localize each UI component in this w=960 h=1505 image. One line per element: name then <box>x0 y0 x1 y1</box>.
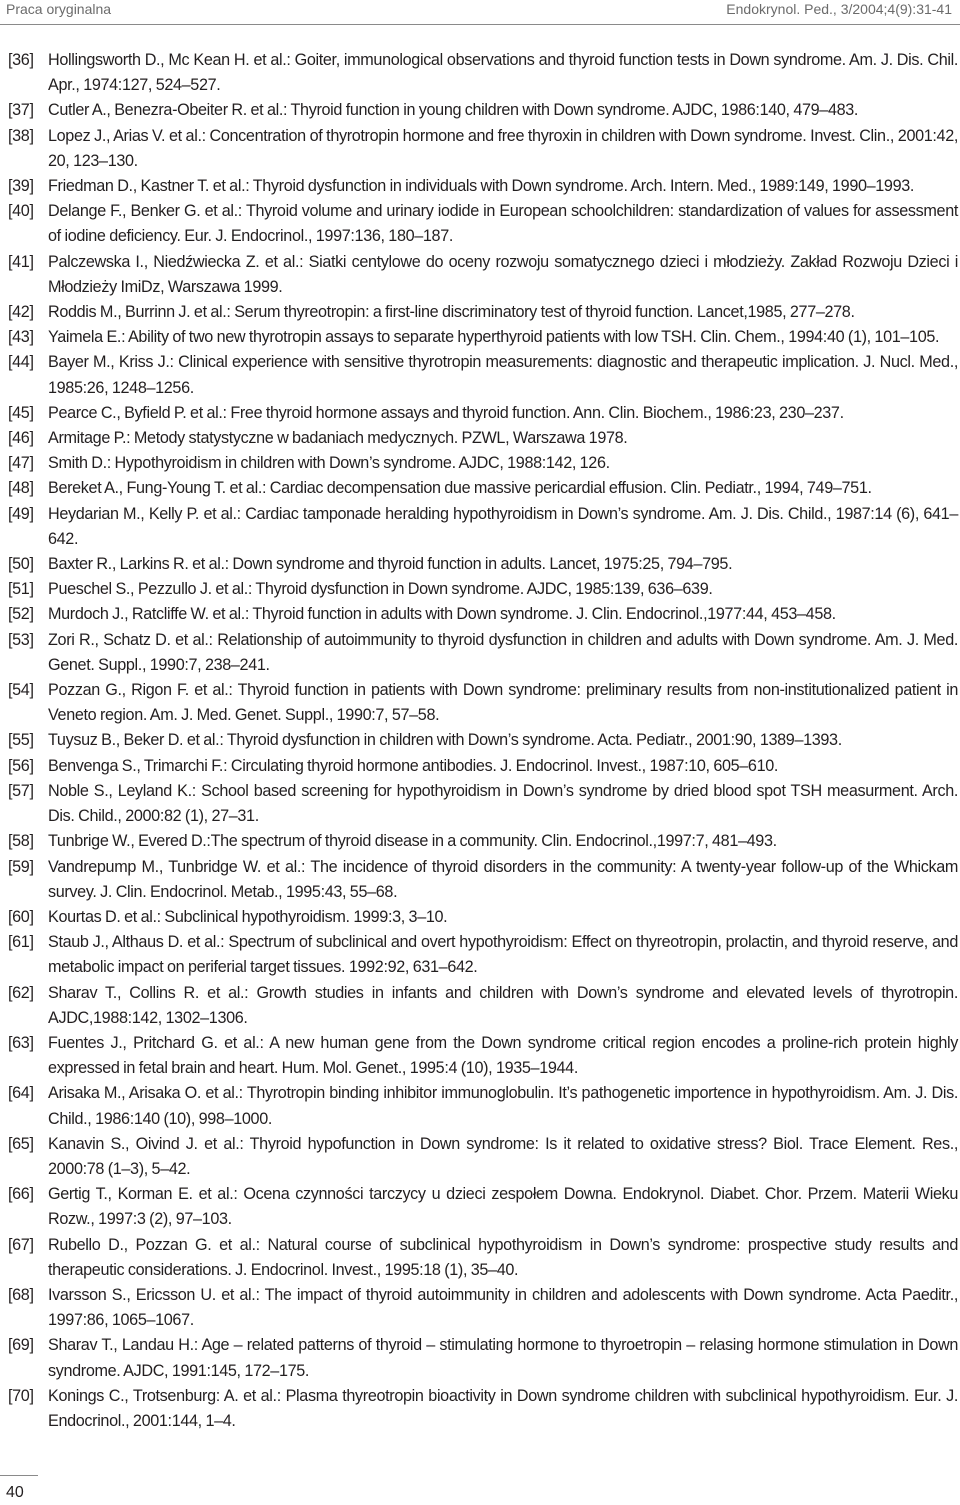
reference-item <box>8 98 958 123</box>
reference-item <box>8 250 958 300</box>
running-header-journal: Endokrynol. Ped., 3/2004;4(9):31-41 <box>726 1 952 17</box>
reference-text: Sharav T., Collins R. et al.: Growth studies in infants and children with Down’s syndrome and elevated levels of thyrotropin. AJDC,1988:142, 1302–1306. <box>48 983 958 1027</box>
reference-number: [61] <box>8 933 34 952</box>
reference-number: [64] <box>8 1084 34 1103</box>
reference-number: [51] <box>8 580 34 599</box>
reference-item <box>8 981 958 1031</box>
reference-text: Pozzan G., Rigon F. et al.: Thyroid function in patients with Down syndrome: preliminary results from non-institutionalized patient in Veneto region. Am. J. Med. Genet. Suppl., 1990:7, 57–58. <box>48 681 958 725</box>
reference-item <box>8 1384 958 1434</box>
reference-text: Roddis M., Burrinn J. et al.: Serum thyreotropin: a first-line discriminatory test of thyroid function. Lancet,1985, 277–278. <box>48 303 855 322</box>
reference-number: [69] <box>8 1336 34 1355</box>
reference-item <box>8 552 958 577</box>
reference-item <box>8 350 958 400</box>
reference-item <box>8 728 958 753</box>
reference-text: Benvenga S., Trimarchi F.: Circulating thyroid hormone antibodies. J. Endocrinol. Invest., 1987:10, 605–610. <box>48 756 779 775</box>
reference-text: Rubello D., Pozzan G. et al.: Natural course of subclinical hypothyroidism in Down’s syndrome: prospective study results and therapeutic considerations. J. Endocrinol. Invest., 1995:18 (1), 35–40. <box>48 1235 958 1279</box>
footer-divider <box>0 1475 38 1476</box>
reference-item <box>8 476 958 501</box>
reference-number: [46] <box>8 429 34 448</box>
reference-text: Konings C., Trotsenburg: A. et al.: Plasma thyreotropin bioactivity in Down syndrome children with subclinical hypothyroidism. Eur. J. Endocrinol., 2001:144, 1–4. <box>48 1386 958 1430</box>
reference-text: Smith D.: Hypothyroidism in children with Down’s syndrome. AJDC, 1988:142, 126. <box>48 454 610 473</box>
reference-item <box>8 628 958 678</box>
reference-text: Yaimela E.: Ability of two new thyrotropin assays to separate hyperthyroid patients with low TSH. Clin. Chem., 1994:40 (1), 101–105. <box>48 328 940 347</box>
reference-text: Vandrepump M., Tunbridge W. et al.: The incidence of thyroid disorders in the community: A twenty-year follow-up of the Whickam survey. J. Clin. Endocrinol. Metab., 1995:43, 55–68. <box>48 857 958 901</box>
reference-text: Zori R., Schatz D. et al.: Relationship of autoimmunity to thyroid dysfunction in children and adults with Down syndrome. Am. J. Med. Genet. Suppl., 1990:7, 238–241. <box>48 630 958 674</box>
reference-text: Heydarian M., Kelly P. et al.: Cardiac tamponade heralding hypothyroidism in Down’s syndrome. Am. J. Dis. Child., 1987:14 (6), 641–642. <box>48 504 958 548</box>
reference-item <box>8 124 958 174</box>
reference-text: Bayer M., Kriss J.: Clinical experience with sensitive thyrotropin measurements: diagnostic and therapeutic implication. J. Nucl. Med., 1985:26, 1248–1256. <box>48 353 958 397</box>
reference-text: Pearce C., Byfield P. et al.: Free thyroid hormone assays and thyroid function. Ann. Clin. Biochem., 1986:23, 230–237. <box>48 403 844 422</box>
reference-number: [66] <box>8 1185 34 1204</box>
reference-text: Baxter R., Larkins R. et al.: Down syndrome and thyroid function in adults. Lancet, 1975:25, 794–795. <box>48 555 733 574</box>
reference-text: Ivarsson S., Ericsson U. et al.: The impact of thyroid autoimmunity in children and adolescents with Down syndrome. Acta Paeditr., 1997:86, 1065–1067. <box>48 1285 958 1330</box>
reference-number: [38] <box>8 126 34 145</box>
reference-item <box>8 1333 958 1383</box>
reference-item <box>8 325 958 350</box>
reference-text: Arisaka M., Arisaka O. et al.: Thyrotropin binding inhibitor immunoglobulin. It’s pathogenetic importence in hypothyroidism. Am. J. Dis. Child., 1986:140 (10), 998–1000. <box>48 1084 958 1128</box>
reference-text: Friedman D., Kastner T. et al.: Thyroid dysfunction in individuals with Down syndrome. Arch. Intern. Med., 1989:149, 1990–1993. <box>48 177 915 196</box>
reference-item <box>8 829 958 854</box>
reference-text: Gertig T., Korman E. et al.: Ocena czynności tarczycy u dzieci zespołem Downa. Endokrynol. Diabet. Chor. Przem. Materii Wieku Rozw., 1997:3 (2), 97–103. <box>48 1185 958 1229</box>
reference-item <box>8 48 958 98</box>
running-header-section: Praca oryginalna <box>6 1 112 17</box>
reference-text: Armitage P.: Metody statystyczne w badaniach medycznych. PZWL, Warszawa 1978. <box>48 429 628 448</box>
reference-number: [43] <box>8 328 34 347</box>
reference-number: [55] <box>8 731 34 750</box>
reference-text: Tunbrige W., Evered D.:The spectrum of thyroid disease in a community. Clin. Endocrinol.,1997:7, 481–493. <box>48 832 777 851</box>
reference-number: [63] <box>8 1033 34 1052</box>
page-number: 40 <box>6 1484 24 1501</box>
reference-text: Fuentes J., Pritchard G. et al.: A new human gene from the Down syndrome critical region encodes a proline-rich protein highly expressed in fetal brain and heart. Hum. Mol. Genet., 1995:4 (10), 1935–1944. <box>48 1033 958 1078</box>
reference-text: Delange F., Benker G. et al.: Thyroid volume and urinary iodide in European schoolchildren: standardization of values for assessment of iodine deficiency. Eur. J. Endocrinol., 1997:136, 180–187. <box>48 202 958 246</box>
reference-number: [45] <box>8 403 34 422</box>
reference-number: [54] <box>8 681 34 700</box>
reference-text: Tuysuz B., Beker D. et al.: Thyroid dysfunction in children with Down’s syndrome. Acta. Pediatr., 2001:90, 1389–1393. <box>48 731 842 750</box>
reference-item <box>8 426 958 451</box>
reference-number: [52] <box>8 605 34 624</box>
reference-item <box>8 1031 958 1081</box>
reference-number: [50] <box>8 555 34 574</box>
reference-number: [39] <box>8 177 34 196</box>
reference-item <box>8 754 958 779</box>
reference-number: [68] <box>8 1285 34 1304</box>
reference-text: Noble S., Leyland K.: School based screening for hypothyroidism in Down’s syndrome by dried blood spot TSH measurment. Arch. Dis. Child., 2000:82 (1), 27–31. <box>48 781 958 826</box>
reference-text: Bereket A., Fung-Young T. et al.: Cardiac decompensation due massive pericardial effusion. Clin. Pediatr., 1994, 749–751. <box>48 479 872 498</box>
reference-number: [49] <box>8 504 34 523</box>
reference-item <box>8 300 958 325</box>
reference-item <box>8 905 958 930</box>
reference-number: [40] <box>8 202 34 221</box>
reference-number: [65] <box>8 1134 34 1153</box>
reference-item <box>8 502 958 552</box>
reference-item <box>8 779 958 829</box>
reference-item <box>8 199 958 249</box>
reference-item <box>8 451 958 476</box>
reference-number: [57] <box>8 781 34 800</box>
reference-item <box>8 855 958 905</box>
reference-number: [56] <box>8 756 34 775</box>
reference-item <box>8 401 958 426</box>
reference-number: [53] <box>8 630 34 649</box>
reference-text: Kanavin S., Oivind J. et al.: Thyroid hypofunction in Down syndrome: Is it related to oxidative stress? Biol. Trace Element. Res., 2000:78 (1–3), 5–42. <box>48 1134 958 1178</box>
reference-number: [60] <box>8 907 34 926</box>
reference-number: [58] <box>8 832 34 851</box>
reference-item <box>8 1081 958 1131</box>
reference-text: Staub J., Althaus D. et al.: Spectrum of subclinical and overt hypothyroidism: Effect on thyreotropin, prolactin, and thyroid reserve, and metabolic impact on periferial target tissues. 1992:92, 631–642. <box>48 933 958 977</box>
reference-number: [70] <box>8 1386 34 1405</box>
reference-number: [44] <box>8 353 34 372</box>
reference-number: [36] <box>8 51 34 69</box>
reference-item <box>8 678 958 728</box>
reference-item <box>8 930 958 980</box>
reference-list <box>8 48 958 1434</box>
reference-number: [48] <box>8 479 34 498</box>
reference-text: Cutler A., Benezra-Obeiter R. et al.: Thyroid function in young children with Down syndrome. AJDC, 1986:140, 479–483. <box>48 101 859 120</box>
reference-item <box>8 1182 958 1232</box>
reference-item <box>8 1233 958 1283</box>
reference-text: Sharav T., Landau H.: Age – related patterns of thyroid – stimulating hormone to thyroetropin – relasing hormone stimulation in Down syndrome. AJDC, 1991:145, 172–175. <box>48 1336 958 1380</box>
reference-text: Murdoch J., Ratcliffe W. et al.: Thyroid function in adults with Down syndrome. J. Clin. Endocrinol.,1977:44, 453–458. <box>48 605 836 624</box>
reference-text: Lopez J., Arias V. et al.: Concentration of thyrotropin hormone and free thyroxin in children with Down syndrome. Invest. Clin., 2001:42, 20, 123–130. <box>48 126 958 170</box>
reference-number: [67] <box>8 1235 34 1254</box>
reference-text: Pueschel S., Pezzullo J. et al.: Thyroid dysfunction in Down syndrome. AJDC, 1985:139, 636–639. <box>48 580 713 599</box>
reference-item <box>8 174 958 199</box>
reference-text: Hollingsworth D., Mc Kean H. et al.: Goiter, immunological observations and thyroid function tests in Down syndrome. Am. J. Dis. Chil. Apr., 1974:127, 524–527. <box>48 51 958 95</box>
reference-item <box>8 602 958 627</box>
reference-item <box>8 577 958 602</box>
reference-number: [59] <box>8 857 34 876</box>
reference-number: [62] <box>8 983 34 1002</box>
reference-item <box>8 1283 958 1333</box>
reference-number: [47] <box>8 454 34 473</box>
header-divider <box>0 24 960 25</box>
reference-number: [37] <box>8 101 34 120</box>
reference-number: [42] <box>8 303 34 322</box>
reference-text: Kourtas D. et al.: Subclinical hypothyroidism. 1999:3, 3–10. <box>48 907 448 926</box>
reference-text: Palczewska I., Niedźwiecka Z. et al.: Siatki centylowe do oceny rozwoju somatycznego dzieci i młodzieży. Zakład Rozwoju Dzieci i Młodzieży ImiDz, Warszawa 1999. <box>48 252 958 296</box>
reference-item <box>8 1132 958 1182</box>
reference-number: [41] <box>8 252 34 271</box>
